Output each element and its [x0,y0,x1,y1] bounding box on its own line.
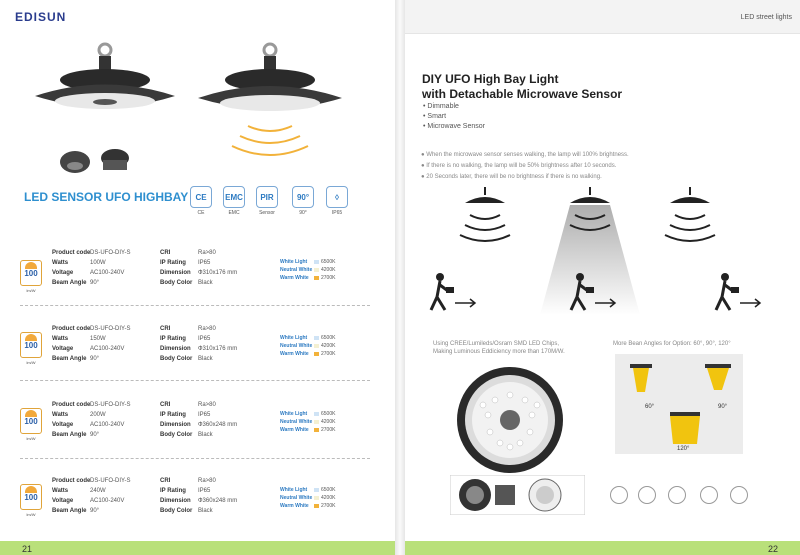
feature-bullet: • Dimmable [423,103,459,110]
left-page [0,0,395,555]
efficacy-badge: 100 lm/W [20,408,42,434]
ufo-lamp-sensor-image [190,38,350,168]
divider [20,458,370,459]
description-line: ● If there is no walking, the lamp will be 50% brightness after 10 seconds. [421,163,617,169]
sensor-scenario-illustration [415,185,795,320]
spec-block: 100 lm/W Product code DS-UFO-DIY-S Watts 240W Voltage AC100-240V Beam Angle 90° CRI Ra>80 IP Rating IP65 Dimension Ф360x248 mm Body Color Black White Light 6500K Neutral White 4200K Warm White 2700K [0,476,395,536]
description-line: ● When the microwave sensor senses walking, the lamp will 100% brightness. [421,152,629,158]
page-title-line2: with Detachable Microwave Sensor [422,87,623,101]
ce-icon: CE [190,186,212,208]
footer-bar [0,541,395,555]
remote-control-icon [610,486,628,504]
page-title-line1: DIY UFO High Bay Light [422,72,559,86]
feature-bullet: • Smart [423,113,447,120]
beam-angle-icon: 90° [292,186,314,208]
remote-control-icon [638,486,656,504]
cert-label: CE [197,210,205,216]
ufo-lamp-image [30,38,180,133]
efficacy-badge: 100 lm/W [20,332,42,358]
sensor-module-image [55,140,135,180]
dimming-icon [700,486,718,504]
sensor-wave-icon [668,486,686,504]
ip65-icon: ◊ [326,186,348,208]
beam-angle-panel [615,354,743,454]
cert-label: Sensor [259,210,275,216]
led-board-image [455,365,565,475]
page-number: 22 [767,544,778,554]
description-line: ● 20 Seconds later, there will be no brightness if there is no walking. [421,174,602,180]
page-gutter [395,0,405,555]
spec-block: 100 lm/W Product code DS-UFO-DIY-S Watts 200W Voltage AC100-240V Beam Angle 90° CRI Ra>80 IP Rating IP65 Dimension Ф360x248 mm Body Color Black White Light 6500K Neutral White 4200K Warm White 2700K [0,400,395,460]
section-title: LED SENSOR UFO HIGHBAY [24,190,189,204]
spec-block: 100 lm/W Product code DS-UFO-DIY-S Watts 100W Voltage AC100-240V Beam Angle 90° CRI Ra>80 IP Rating IP65 Dimension Ф310x176 mm Body Color Black White Light 6500K Neutral White 4200K Warm White 2700K [0,248,395,308]
chips-caption: Making Luminous Eddiciency more than 170M/W. [433,349,565,355]
angle-label: 60° [645,404,655,410]
divider [20,380,370,381]
efficacy-badge: 100 lm/W [20,260,42,286]
feature-bullet: • Microwave Sensor [423,123,485,130]
driver-board-image [450,475,585,515]
footer-bar [405,541,800,555]
pir-sensor-icon: PIR [256,186,278,208]
header-tag: LED street lights [740,14,792,21]
emc-icon: EMC [223,186,245,208]
spec-block: 100 lm/W Product code DS-UFO-DIY-S Watts 150W Voltage AC100-240V Beam Angle 90° CRI Ra>80 IP Rating IP65 Dimension Ф310x176 mm Body Color Black White Light 6500K Neutral White 4200K Warm White 2700K [0,324,395,384]
page-number: 21 [22,544,33,554]
angle-label: 120° [677,446,690,452]
cert-label: IP65 [331,210,343,216]
angle-label: 90° [718,404,728,410]
right-page [405,0,800,555]
chips-caption: Using CREE/Lumileds/Osram SMD LED Chips, [433,341,560,347]
divider [20,305,370,306]
brand-logo: EDISUN [15,10,67,24]
efficacy-badge: 100 lm/W [20,484,42,510]
angles-caption: More Bean Angles for Option: 60°, 90°, 120° [613,341,731,347]
cert-label: 90° [299,210,307,216]
cert-label: EMC [228,210,240,216]
motion-sensor-icon [730,486,748,504]
